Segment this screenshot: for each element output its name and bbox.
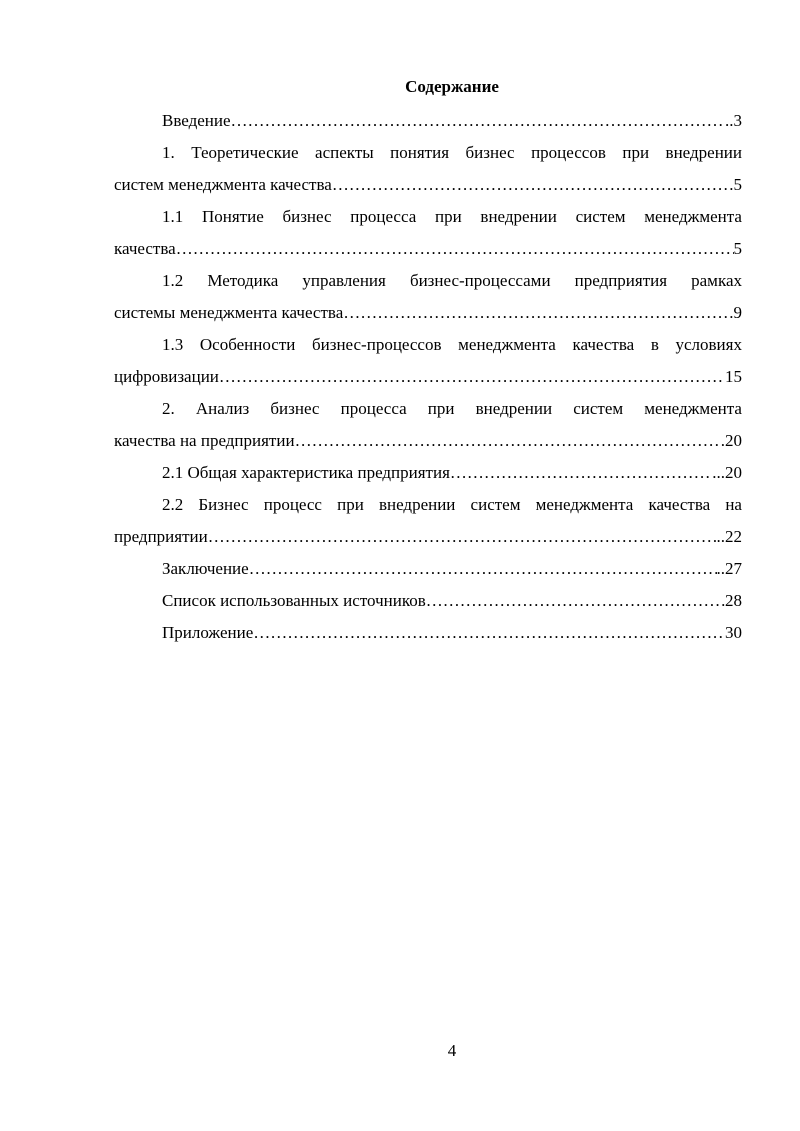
dot-leader <box>343 297 729 329</box>
dot-leader <box>208 521 717 553</box>
toc-word: 1.1 <box>162 207 184 226</box>
dot-leader <box>295 425 721 457</box>
toc-word: процесса <box>340 399 407 418</box>
toc-entry-page: 28 <box>725 591 742 610</box>
toc-word: 2. <box>162 399 175 418</box>
toc-entry-page: 30 <box>725 623 742 642</box>
toc-word: Теоретические <box>191 143 299 162</box>
toc-word: внедрении <box>480 207 557 226</box>
toc-title: Содержание <box>405 77 499 96</box>
toc-entry-section-2-2 <box>114 489 742 553</box>
toc-word: условиях <box>675 335 742 354</box>
toc-entry-page: 15 <box>725 367 742 386</box>
toc-word: в <box>650 335 659 354</box>
toc-word: при <box>427 399 455 418</box>
toc-word: при <box>622 143 650 162</box>
dot-leader <box>176 233 734 265</box>
toc-word: на <box>725 495 742 514</box>
toc-word: бизнес <box>465 143 515 162</box>
toc-entry-text: цифровизации <box>114 367 219 386</box>
toc-entry-references <box>114 585 742 617</box>
toc-entry-line <box>114 617 742 649</box>
toc-entry-line <box>114 233 742 265</box>
toc-entry-page: ..27 <box>716 559 742 578</box>
toc-entry-line <box>114 265 742 297</box>
toc-entry-section-1-1 <box>114 201 742 265</box>
toc-entry-section-1-3 <box>114 329 742 393</box>
toc-word: процессов <box>531 143 606 162</box>
toc-entry-line <box>114 489 742 521</box>
toc-word: бизнес-процессов <box>311 335 442 354</box>
toc-word: 2.2 <box>162 495 184 514</box>
toc-word: менеджмента <box>644 399 742 418</box>
toc-entry-page: .9 <box>729 303 742 322</box>
toc-word: Методика <box>207 271 279 290</box>
toc-word: 1.3 <box>162 335 184 354</box>
toc-word: 1. <box>162 143 175 162</box>
dot-leader <box>249 553 717 585</box>
toc-word: внедрении <box>665 143 742 162</box>
toc-word: менеджмента <box>458 335 556 354</box>
toc-word: при <box>337 495 364 514</box>
page-number: 4 <box>447 1041 457 1060</box>
toc-word: бизнес-процессами <box>409 271 551 290</box>
toc-word: менеджмента <box>644 207 742 226</box>
toc-entry-introduction <box>114 105 742 137</box>
dot-leader <box>332 169 734 201</box>
toc-word: при <box>435 207 462 226</box>
toc-entry-line <box>114 105 742 137</box>
toc-entry-line <box>114 169 742 201</box>
toc-entry-line <box>114 201 742 233</box>
toc-word: систем <box>573 399 624 418</box>
toc-entry-section-1-2 <box>114 265 742 329</box>
toc-entry-page: ..22 <box>716 527 742 546</box>
toc-entry-line <box>114 553 742 585</box>
toc-entry-line <box>114 425 742 457</box>
toc-entry-line <box>114 521 742 553</box>
toc-entry-text: качества на предприятии <box>114 431 295 450</box>
toc-entry-line <box>114 457 742 489</box>
dot-leader <box>231 105 725 137</box>
toc-word: систем <box>470 495 521 514</box>
toc-word: процесса <box>350 207 417 226</box>
toc-word: аспекты <box>315 143 374 162</box>
toc-word: менеджмента <box>535 495 634 514</box>
toc-word: внедрении <box>378 495 456 514</box>
dot-leader <box>253 617 725 649</box>
toc-entry-page: .20 <box>720 431 742 450</box>
toc-word: 1.2 <box>162 271 184 290</box>
toc-entry-line <box>114 297 742 329</box>
toc-word: Бизнес <box>198 495 249 514</box>
toc-word: систем <box>575 207 626 226</box>
toc-word: Особенности <box>199 335 296 354</box>
toc-entry-text: 2.1 Общая характеристика предприятия <box>162 463 450 482</box>
toc-entry-text: предприятии <box>114 527 208 546</box>
toc-entry-page: ...20 <box>712 463 742 482</box>
table-of-contents <box>114 105 742 649</box>
toc-entry-conclusion <box>114 553 742 585</box>
toc-entry-text: качества <box>114 239 176 258</box>
toc-entry-page: 5 <box>733 239 742 258</box>
toc-word: качества <box>572 335 635 354</box>
toc-entry-text: Заключение <box>162 559 249 578</box>
toc-entry-appendix <box>114 617 742 649</box>
toc-word: управления <box>302 271 386 290</box>
toc-entry-page: 5 <box>733 175 742 194</box>
toc-entry-text: системы менеджмента качества <box>114 303 344 322</box>
toc-entry-text: Приложение <box>162 623 254 642</box>
dot-leader <box>219 361 725 393</box>
toc-entry-line <box>114 585 742 617</box>
dot-leader <box>450 457 712 489</box>
toc-entry-chapter-2 <box>114 393 742 457</box>
toc-entry-line <box>114 137 742 169</box>
toc-entry-line <box>114 393 742 425</box>
toc-word: предприятия <box>574 271 668 290</box>
toc-word: Понятие <box>201 207 264 226</box>
toc-entry-text: Список использованных источников <box>162 591 426 610</box>
toc-entry-text: Введение <box>162 111 231 130</box>
toc-entry-text: систем менеджмента качества <box>114 175 332 194</box>
dot-leader <box>426 585 725 617</box>
toc-word: Анализ <box>195 399 250 418</box>
toc-word: бизнес <box>282 207 332 226</box>
toc-entry-line <box>114 361 742 393</box>
toc-word: процесс <box>263 495 322 514</box>
toc-entry-line <box>114 329 742 361</box>
toc-entry-chapter-1 <box>114 137 742 201</box>
toc-word: рамках <box>691 271 742 290</box>
toc-entry-page: ..3 <box>725 111 742 130</box>
toc-word: бизнес <box>270 399 320 418</box>
toc-word: понятия <box>390 143 450 162</box>
toc-entry-section-2-1 <box>114 457 742 489</box>
toc-word: внедрении <box>475 399 553 418</box>
toc-word: качества <box>648 495 711 514</box>
